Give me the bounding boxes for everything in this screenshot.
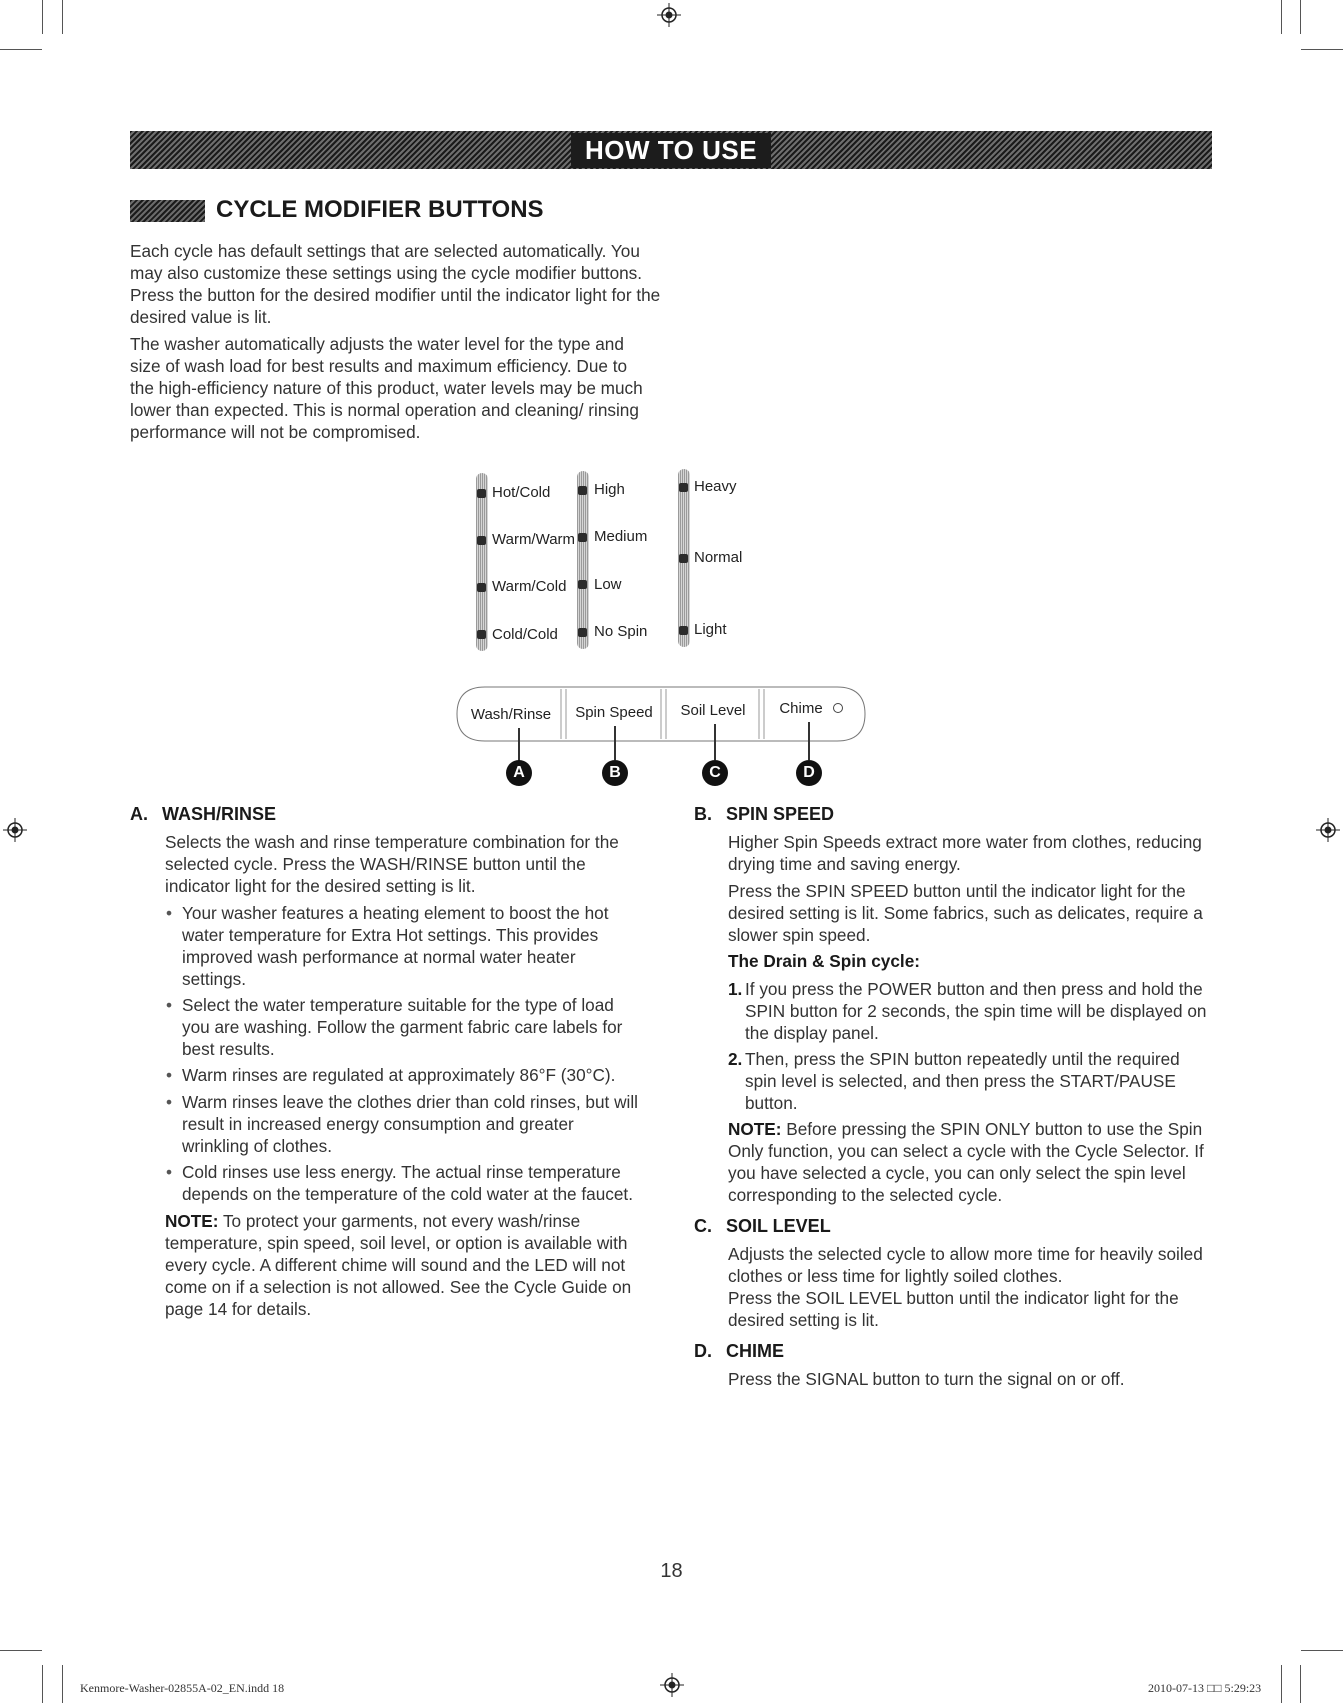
section-d-heading (694, 1341, 784, 1362)
section-b-body-2: Press the SPIN SPEED button until the indicator light for the desired setting is lit. Some fabrics, such as delicates, require a slower spin speed. (728, 881, 1203, 945)
crop-mark (42, 1665, 43, 1703)
wash-rinse-indicator-bar (476, 473, 488, 651)
chime-button-label: Chime (779, 699, 823, 717)
section-c-heading (694, 1216, 831, 1237)
indicator-label: Cold/Cold (492, 626, 558, 643)
section-a-bullet: • Warm rinses leave the clothes drier than cold rinses, but will result in increased energy consumption and greater wrinkling of clothes. (182, 1091, 642, 1157)
section-a-bullet: • Warm rinses are regulated at approximately 86°F (30°C). (182, 1064, 642, 1086)
registration-mark-icon (3, 818, 27, 842)
indicator-label: Normal (694, 549, 743, 566)
indicator-light-icon (477, 583, 486, 592)
callout-badge-c: C (702, 760, 728, 786)
indicator-light-icon (477, 489, 486, 498)
crop-mark (42, 0, 43, 34)
footer-filename: Kenmore-Washer-02855A-02_EN.indd 18 (80, 1681, 285, 1695)
crop-mark (1281, 0, 1282, 34)
section-a-bullet: • Cold rinses use less energy. The actual rinse temperature depends on the temperature of the cold water at the faucet. (182, 1161, 652, 1205)
section-marker (130, 200, 205, 222)
registration-mark-icon (657, 3, 681, 27)
indicator-label: Hot/Cold (492, 484, 551, 501)
indicator-label: Warm/Cold (492, 578, 567, 595)
registration-mark-icon (1316, 818, 1340, 842)
banner-title: HOW TO USE (571, 133, 771, 168)
section-c-body-2: Press the SOIL LEVEL button until the indicator light for the desired setting is lit. (728, 1288, 1179, 1330)
section-d-body: Press the SIGNAL button to turn the signal on or off. (728, 1369, 1125, 1389)
section-a-heading (130, 804, 276, 825)
spin-speed-button-label: Spin Speed (575, 703, 653, 721)
registration-mark-icon (660, 1673, 684, 1697)
section-b-note (728, 1118, 1218, 1206)
indicator-label: Warm/Warm (492, 531, 576, 548)
indicator-light-icon (679, 554, 688, 563)
spin-speed-indicator-bar (577, 471, 589, 649)
indicator-label: Low (594, 576, 622, 593)
section-b-letter: B. (694, 804, 712, 824)
step-number: 2. (728, 1049, 743, 1069)
section-a-note-text: To protect your garments, not every wash/rinse temperature, spin speed, soil level, or option is available with every cycle. A different chime will sound and the LED will not come on if a selection is not allowed. See the Cycle Guide on page 14 for details. (165, 1211, 632, 1319)
callout-badge-a: A (506, 760, 532, 786)
step-text: Then, press the SPIN button repeatedly until the required spin level is selected, and then press the START/PAUSE button. (745, 1049, 1180, 1113)
callout-badge-b: B (602, 760, 628, 786)
crop-mark (0, 1650, 42, 1651)
crop-mark (62, 0, 63, 34)
section-b-heading (694, 804, 834, 825)
section-b-title: SPIN SPEED (726, 804, 835, 824)
soil-level-button[interactable] (666, 692, 760, 728)
section-c-title: SOIL LEVEL (726, 1216, 831, 1236)
page-number: 18 (660, 1560, 683, 1582)
header-banner (130, 131, 1212, 169)
section-c-body-1: Adjusts the selected cycle to allow more time for heavily soiled clothes or less time for lightly soiled clothes. (728, 1244, 1203, 1286)
indicator-light-icon (679, 483, 688, 492)
callout-line (808, 722, 810, 760)
wash-rinse-button-label: Wash/Rinse (470, 705, 552, 723)
section-d-letter: D. (694, 1341, 712, 1361)
indicator-light-icon (679, 626, 688, 635)
indicator-label: No Spin (594, 623, 648, 640)
crop-mark (1301, 49, 1343, 50)
callout-line (714, 724, 716, 760)
crop-mark (1300, 0, 1301, 34)
footer-datetime: 2010-07-13 □□ 5:29:23 (1148, 1681, 1262, 1695)
indicator-light-icon (578, 486, 587, 495)
section-a-note (165, 1210, 645, 1320)
section-b-body-1: Higher Spin Speeds extract more water from clothes, reducing drying time and saving energy. (728, 832, 1202, 874)
indicator-label: Heavy (694, 478, 737, 495)
indicator-light-icon (477, 536, 486, 545)
section-a-letter: A. (130, 804, 148, 824)
crop-mark (1300, 1665, 1301, 1703)
chime-button[interactable] (764, 690, 858, 726)
section-c-letter: C. (694, 1216, 712, 1236)
indicator-light-icon (578, 580, 587, 589)
indicator-label: Light (694, 621, 727, 638)
crop-mark (1301, 1650, 1343, 1651)
wash-rinse-button[interactable] (460, 696, 562, 732)
chime-indicator-icon (833, 703, 843, 713)
section-a-bullet: • Select the water temperature suitable for the type of load you are washing. Follow the garment fabric care labels for best results. (182, 994, 642, 1060)
crop-mark (1281, 1665, 1282, 1703)
drain-spin-step (728, 978, 1215, 1044)
callout-line (518, 728, 520, 762)
soil-level-button-label: Soil Level (680, 701, 746, 719)
step-number: 1. (728, 979, 743, 999)
callout-badge-d: D (796, 760, 822, 786)
section-a-title: WASH/RINSE (162, 804, 277, 824)
crop-mark (0, 49, 42, 50)
spin-speed-button[interactable] (566, 694, 662, 730)
drain-spin-subheading: The Drain & Spin cycle: (728, 951, 920, 971)
section-d-title: CHIME (726, 1341, 784, 1361)
indicator-label: High (594, 481, 625, 498)
indicator-light-icon (578, 533, 587, 542)
note-label: NOTE: (165, 1211, 219, 1231)
indicator-light-icon (477, 630, 486, 639)
section-b-note-text: Before pressing the SPIN ONLY button to use the Spin Only function, you can select a cycle with the Cycle Selector. If you have selected a cycle, you can only select the spin level corresponding to the selected cycle. (728, 1119, 1204, 1205)
indicator-label: Medium (594, 528, 648, 545)
section-a-bullet: • Your washer features a heating element to boost the hot water temperature for Extra Hot settings. This provides improved wash performance at normal water heater settings. (182, 902, 642, 990)
callout-line (614, 726, 616, 760)
drain-spin-step (728, 1048, 1215, 1114)
section-a-body: Selects the wash and rinse temperature combination for the selected cycle. Press the WASH/RINSE button until the indicator light for the desired setting is lit. (165, 832, 619, 896)
intro-paragraph-1: Each cycle has default settings that are selected automatically. You may also customize these settings using the cycle modifier buttons. Press the button for the desired modifier until the indicator light for the desired value is lit. (130, 241, 661, 327)
note-label: NOTE: (728, 1119, 782, 1139)
crop-mark (62, 1665, 63, 1703)
step-text: If you press the POWER button and then press and hold the SPIN button for 2 seconds, the spin time will be displayed on the display panel. (745, 979, 1207, 1043)
indicator-light-icon (578, 628, 587, 637)
intro-paragraph-2: The washer automatically adjusts the water level for the type and size of wash load for best results and maximum efficiency. Due to the high-efficiency nature of this product, water levels may be much lower than expected. This is normal operation and cleaning/ rinsing performance will not be compromised. (130, 334, 643, 442)
section-title: CYCLE MODIFIER BUTTONS (216, 196, 544, 223)
